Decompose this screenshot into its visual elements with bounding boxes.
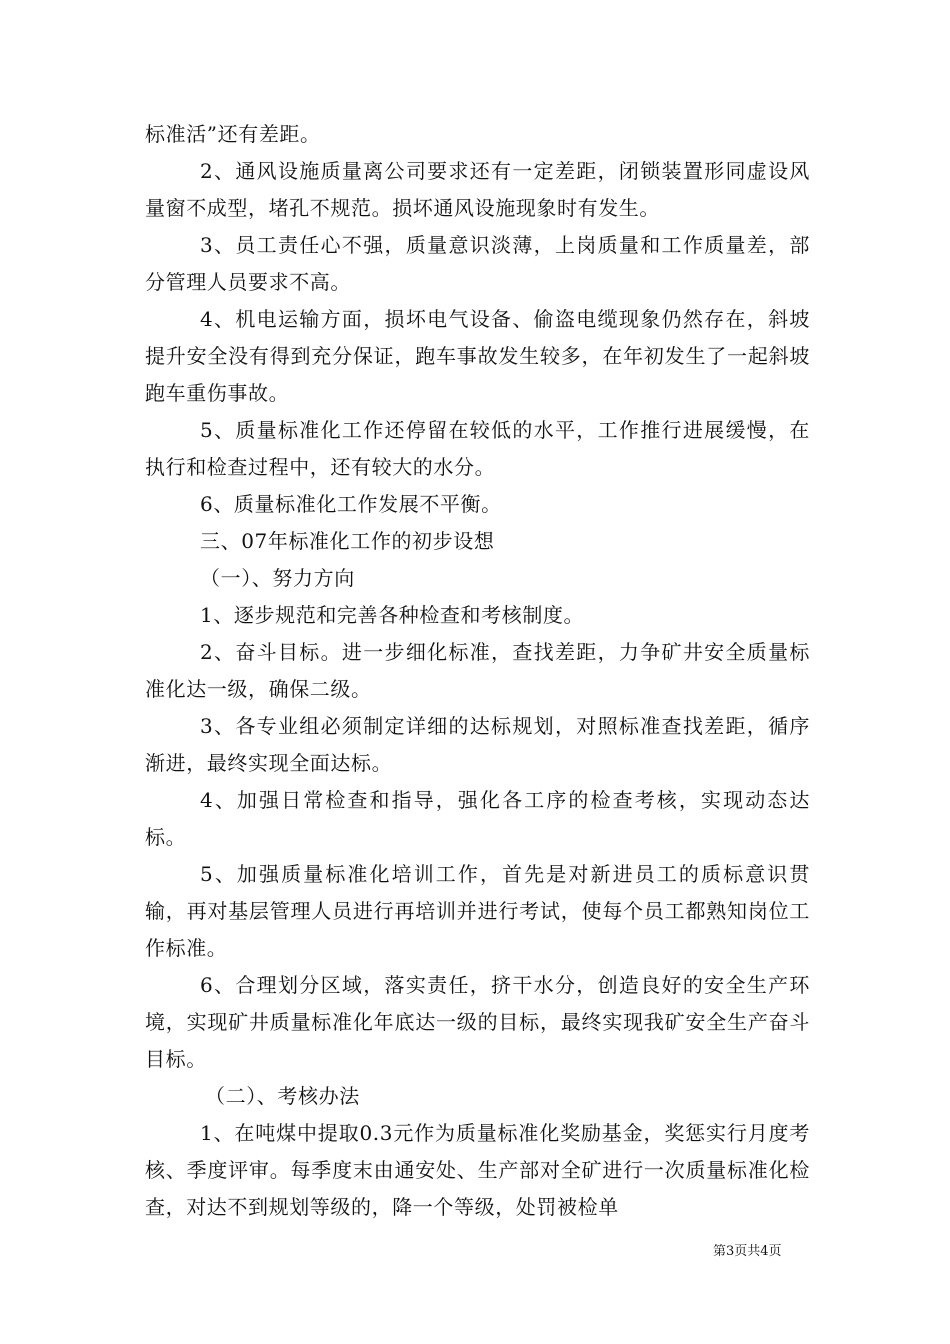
direction-item-4: 4、加强日常检查和指导，强化各工序的检查考核，实现动态达标。 bbox=[145, 788, 810, 849]
direction-item-5: 5、加强质量标准化培训工作，首先是对新进员工的质标意识贯输，再对基层管理人员进行再培训并进行考试，使每个员工都熟知岗位工作标准。 bbox=[145, 862, 810, 960]
paragraph-item-4-electromechanical: 4、机电运输方面，损坏电气设备、偷盗电缆现象仍然存在，斜坡提升安全没有得到充分保证，跑车事故发生较多，在年初发生了一起斜坡跑车重伤事故。 bbox=[145, 307, 810, 405]
paragraph-item-6-imbalance: 6、质量标准化工作发展不平衡。 bbox=[200, 492, 502, 516]
paragraph-item-2-ventilation: 2、通风设施质量离公司要求还有一定差距，闭锁装置形同虚设风量窗不成型，堵孔不规范。损坏通风设施现象时有发生。 bbox=[145, 159, 810, 220]
paragraph-item-5-low-level: 5、质量标准化工作还停留在较低的水平，工作推行进展缓慢，在执行和检查过程中，还有较大的水分。 bbox=[145, 418, 810, 479]
assessment-item-1: 1、在吨煤中提取0.3元作为质量标准化奖励基金，奖惩实行月度考核、季度评审。每季度末由通安处、生产部对全矿进行一次质量标准化检查，对达不到规划等级的，降一个等级，处罚被检单 bbox=[145, 1121, 810, 1219]
subsection-heading-2: （二）、考核办法 bbox=[205, 1084, 360, 1108]
subsection-heading-1: （一）、努力方向 bbox=[200, 566, 355, 590]
direction-item-1: 1、逐步规范和完善各种检查和考核制度。 bbox=[200, 603, 585, 627]
paragraph-item-3-staff-responsibility: 3、员工责任心不强，质量意识淡薄，上岗质量和工作质量差，部分管理人员要求不高。 bbox=[145, 233, 810, 294]
page-footer: 第3页共4页 bbox=[713, 1244, 782, 1259]
direction-item-2: 2、奋斗目标。进一步细化标准，查找差距，力争矿井安全质量标准化达一级，确保二级。 bbox=[145, 640, 810, 701]
direction-item-6: 6、合理划分区域，落实责任，挤干水分，创造良好的安全生产环境，实现矿井质量标准化年底达一级的目标，最终实现我矿安全生产奋斗目标。 bbox=[145, 973, 810, 1071]
direction-item-3: 3、各专业组必须制定详细的达标规划，对照标准查找差距，循序渐进，最终实现全面达标。 bbox=[145, 714, 810, 775]
section-heading-3: 三、07年标准化工作的初步设想 bbox=[200, 529, 495, 553]
document-body bbox=[145, 116, 810, 1226]
paragraph-continuation: 标准活”还有差距。 bbox=[145, 122, 321, 146]
